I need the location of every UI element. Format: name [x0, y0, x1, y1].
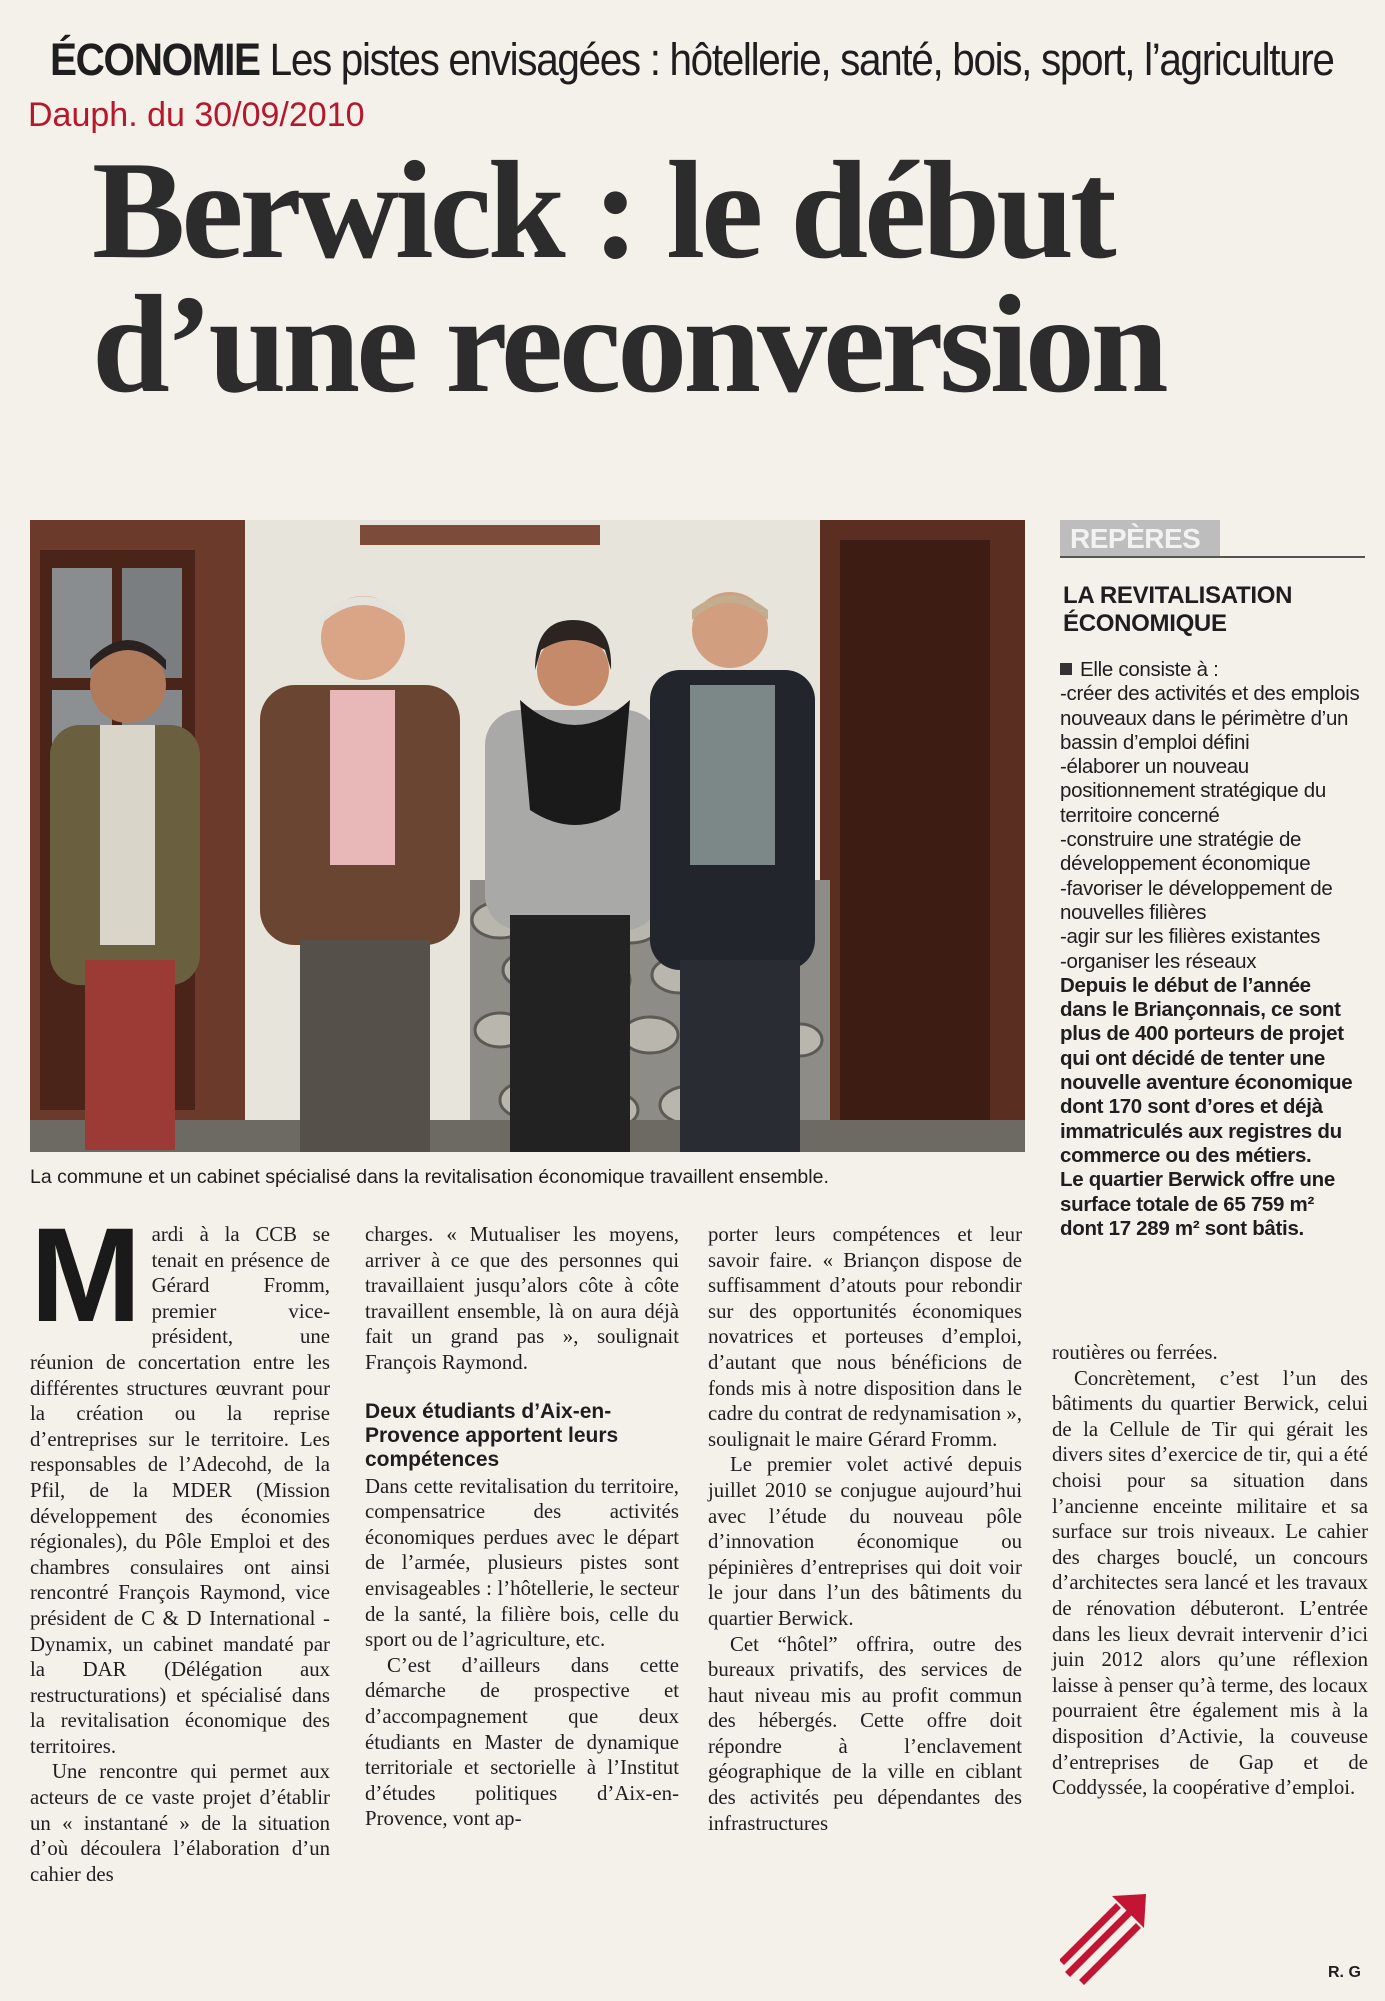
rubric-text: Les pistes envisagées : hôtellerie, santé, bois, sport, l’agriculture — [269, 34, 1334, 85]
headline-line-1: Berwick : le début — [92, 133, 1113, 288]
article-column-2 — [365, 1222, 679, 1832]
article-column-3 — [708, 1222, 1022, 1836]
article-column-1 — [30, 1201, 330, 1887]
reperes-body — [1060, 658, 1360, 1241]
reperes-paragraph-2: Le quartier Berwick offre une surface totale de 65 759 m² dont 17 289 m² sont bâtis. — [1060, 1168, 1335, 1240]
reperes-paragraph-1: Depuis le début de l’année dans le Briançonnais, ce sont plus de 400 porteurs de projet qui ont décidé de tenter une nouvelle aventure économique dont 170 sont d’ores et déjà immatriculés aux registres du commerce ou des métiers. — [1060, 973, 1353, 1167]
square-bullet-icon — [1060, 663, 1072, 675]
reperes-title-line-1: LA REVITALISATION — [1063, 582, 1293, 609]
reperes-item: -créer des activités et des emplois nouveaux dans le périmètre d’un bassin d’emploi défini — [1060, 682, 1360, 754]
reperes-item: -favoriser le développement de nouvelles filières — [1060, 876, 1333, 924]
source-note: Dauph. du 30/09/2010 — [28, 96, 365, 134]
article-paragraph: Cet “hôtel” offrira, outre des bureaux privatifs, des services de haut niveau mis au profit commun des hébergés. Cette offre doit répondre à l’enclavement géographique de la ville en ciblant des activités peu dépendantes des infrastructures — [708, 1632, 1022, 1835]
article-subheading: Deux étudiants d’Aix-en-Provence apportent leurs compétences — [365, 1399, 619, 1471]
headline — [92, 133, 1332, 422]
reperes-intro: Elle consiste à : — [1080, 658, 1219, 681]
article-paragraph: C’est d’ailleurs dans cette démarche de prospective et d’accompagnement que deux étudiants en Master de dynamique territoriale et sectorielle à l’Institut d’études politiques d’Aix-en-Provence, vont ap- — [365, 1653, 679, 1831]
article-paragraph: charges. « Mutualiser les moyens, arriver à ce que des personnes qui travaillaient jusqu’alors côte à côte travaillent ensemble, là on aura déjà fait un grand pas », soulignait François Raymond. — [365, 1223, 679, 1374]
reperes-title — [1063, 582, 1363, 638]
red-arrow-icon — [1060, 1890, 1150, 1985]
article-paragraph: Dans cette revitalisation du territoire, compensatrice des activités économiques perdues avec le départ de l’armée, plusieurs pistes sont envisageables : l’hôtellerie, le secteur de la santé, la filière bois, celle du sport ou de l’agriculture, etc. — [365, 1474, 679, 1652]
section-rubric — [50, 34, 1334, 86]
reperes-title-line-2: ÉCONOMIQUE — [1063, 610, 1227, 637]
article-paragraph: routières ou ferrées. — [1052, 1341, 1218, 1364]
article-photo — [30, 520, 1025, 1152]
photo-caption: La commune et un cabinet spécialisé dans la revitalisation économique travaillent ensemble. — [30, 1166, 829, 1188]
reperes-item: -organiser les réseaux — [1060, 949, 1257, 973]
article-paragraph: Une rencontre qui permet aux acteurs de ce vaste projet d’établir un « instantané » de la situation d’où découlera l’élaboration d’un cahier des — [30, 1760, 330, 1886]
reperes-divider — [1060, 556, 1365, 558]
headline-line-2: d’une reconversion — [92, 267, 1165, 422]
article-column-4 — [1052, 1340, 1368, 1801]
rubric-keyword: ÉCONOMIE — [50, 34, 260, 85]
author-signature: R. G — [1328, 1964, 1361, 1981]
article-paragraph: Le premier volet activé depuis juillet 2010 se conjugue aujourd’hui avec l’étude du nouveau pôle d’innovation économique ou pépinières d’entreprises qui doit voir le jour dans l’un des bâtiments du quartier Berwick. — [708, 1453, 1022, 1630]
article-paragraph: porter leurs compétences et leur savoir faire. « Briançon dispose de suffisamment d’atouts pour rebondir sur des opportunités économiques novatrices et porteuses d’emploi, d’autant que nous bénéficions de fonds mis à notre disposition dans le cadre du contrat de redynamisation », soulignait le maire Gérard Fromm. — [708, 1223, 1022, 1451]
reperes-item: -construire une stratégie de développement économique — [1060, 828, 1311, 876]
photo-illustration — [30, 520, 1025, 1152]
reperes-tag: REPÈRES — [1060, 520, 1220, 558]
reperes-item: -élaborer un nouveau positionnement stratégique du territoire concerné — [1060, 755, 1326, 827]
article-paragraph: ardi à la CCB se tenait en présence de Gérard Fromm, premier vice-président, une réunion de concertation entre les différentes structures œuvrant pour la création ou la reprise d’entreprises sur le territoire. Les responsables de l’Adecohd, de la Pfil, de la MDER (Mission développement des économies régionales), du Pôle Emploi et des chambres consulaires ont ainsi rencontré François Raymond, vice président de C & D International - Dynamix, un cabinet mandaté par la DAR (Délégation aux restructurations) et spécialisé dans la revitalisation économique des territoires. — [30, 1223, 330, 1758]
reperes-item: -agir sur les filières existantes — [1060, 925, 1321, 949]
drop-cap: M — [30, 1201, 142, 1350]
article-paragraph: Concrètement, c’est l’un des bâtiments du quartier Berwick, celui de la Cellule de Tir qui gérait les divers sites d’exercice de tir, qui a été choisi pour sa situation dans l’ancienne enceinte militaire et sa surface sur trois niveaux. Le cahier des charges bouclé, un concours d’architectes sera lancé et les travaux de rénovation débuteront. L’entrée dans les lieux devrait intervenir d’ici juin 2012 alors qu’une réflexion laisse à penser qu’à terme, des locaux pourraient être également mis à la disposition d’Activie, la couveuse d’entreprises de Gap et de Coddyssée, la coopérative d’emploi. — [1052, 1366, 1368, 1800]
